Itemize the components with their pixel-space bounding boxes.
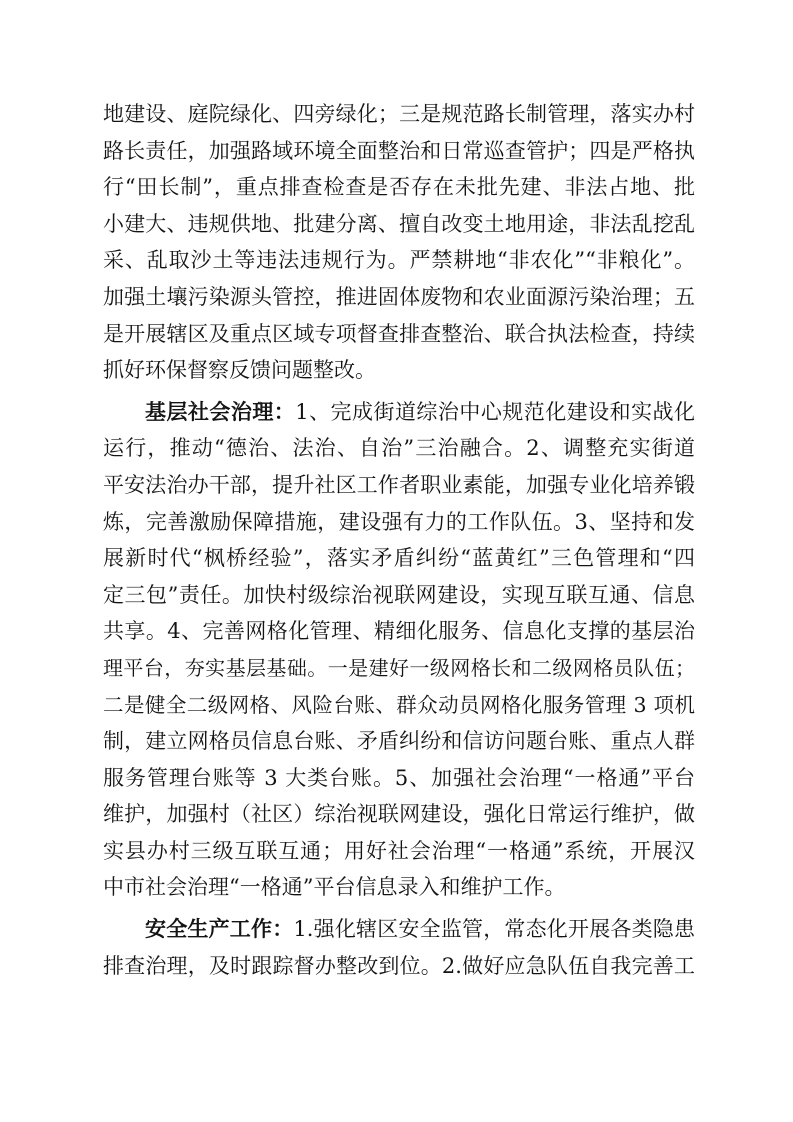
- text-line: 服务管理台账等 3 大类台账。5、加强社会治理“一格通”平台: [103, 765, 695, 790]
- paragraph-first-line: [103, 911, 695, 948]
- text-line: 是开展辖区及重点区域专项督查排查整治、联合执法检查，持续: [103, 321, 695, 346]
- text-line: 路长责任，加强路域环境全面整治和日常巡查管护；四是严格执: [103, 138, 695, 163]
- paragraph-work-safety: [103, 911, 695, 984]
- paragraph-first-line: [103, 394, 695, 431]
- text-line: 炼，完善激励保障措施，建设强有力的工作队伍。3、坚持和发: [103, 509, 695, 534]
- text-line: 二是健全二级网格、风险台账、群众动员网格化服务管理 3 项机: [103, 692, 695, 717]
- text-line: 理平台，夯实基层基础。一是建好一级网格长和二级网格员队伍；: [103, 655, 695, 680]
- text-line: 维护，加强村（社区）综治视联网建设，强化日常运行维护，做: [103, 802, 695, 827]
- paragraph-environment: [103, 96, 695, 389]
- text-line: 地建设、庭院绿化、四旁绿化；三是规范路长制管理，落实办村: [103, 102, 695, 126]
- section-heading-grassroots-governance: 基层社会治理：: [145, 399, 296, 424]
- text-line: 抓好环保督察反馈问题整改。: [103, 358, 376, 383]
- paragraph-grassroots-governance: [103, 394, 695, 906]
- text-line: 采、乱取沙土等违法违规行为。严禁耕地“非农化”“非粮化”。: [103, 248, 695, 273]
- text-line: 运行，推动“德治、法治、自治”三治融合。2、调整充实街道: [103, 436, 695, 461]
- section-heading-work-safety: 安全生产工作：: [145, 917, 294, 942]
- text-line: 制，建立网格员信息台账、矛盾纠纷和信访问题台账、重点人群: [103, 729, 695, 754]
- text-line: 加强土壤污染源头管控，推进固体废物和农业面源污染治理；五: [103, 284, 695, 309]
- text-line: 共享。4、完善网格化管理、精细化服务、信息化支撑的基层治: [103, 619, 695, 644]
- text-line: 排查治理，及时跟踪督办整改到位。2.做好应急队伍自我完善工: [103, 953, 695, 978]
- text-run: 1、完成街道综治中心规范化建设和实战化: [295, 399, 695, 424]
- document-body: [103, 96, 695, 984]
- text-line: 实县办村三级互联互通；用好社会治理“一格通”系统，开展汉: [103, 838, 695, 863]
- text-line: 展新时代“枫桥经验”，落实矛盾纠纷“蓝黄红”三色管理和“四: [103, 546, 695, 571]
- text-line: 平安法治办干部，提升社区工作者职业素能，加强专业化培养锻: [103, 472, 695, 497]
- text-line: 定三包”责任。加快村级综治视联网建设，实现互联互通、信息: [103, 582, 695, 607]
- text-line: 小建大、违规供地、批建分离、擅自改变土地用途，非法乱挖乱: [103, 211, 695, 236]
- text-run: 1.强化辖区安全监管，常态化开展各类隐患: [293, 917, 695, 942]
- text-line: 行“田长制”，重点排查检查是否存在未批先建、非法占地、批: [103, 175, 695, 200]
- text-line: 中市社会治理“一格通”平台信息录入和维护工作。: [103, 875, 566, 900]
